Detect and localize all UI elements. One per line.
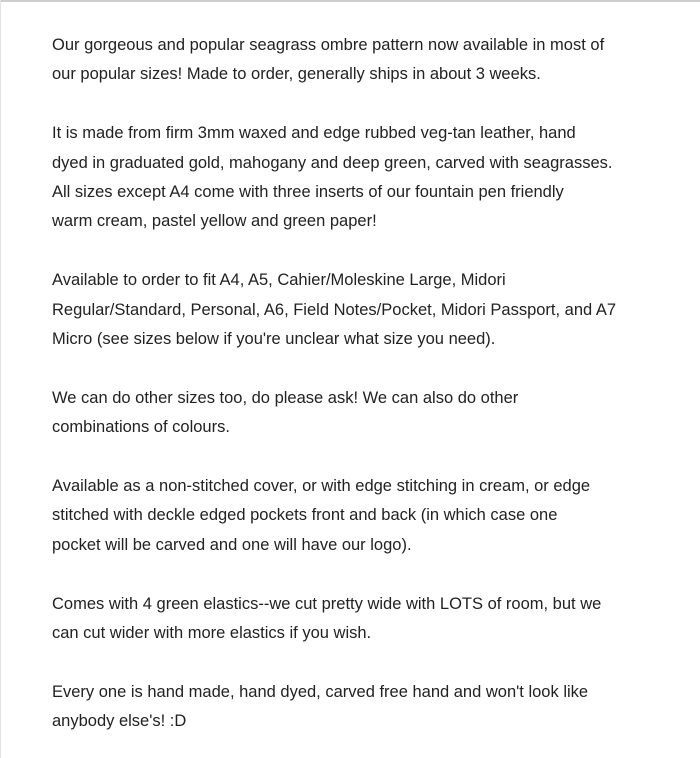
description-paragraph-elastics: Comes with 4 green elastics--we cut pretty wide with LOTS of room, but we can cut wider with more elastics if you wish. bbox=[52, 594, 602, 643]
product-description bbox=[52, 31, 672, 737]
description-paragraph-sizes: Available to order to fit A4, A5, Cahier/Moleskine Large, Midori Regular/Standard, Personal, A6, Field Notes/Pocket, Midori Passport, and A7 Micro (see sizes below if you're unclear what size you need). bbox=[52, 271, 617, 349]
description-paragraph-intro: Our gorgeous and popular seagrass ombre pattern now available in most of our popular sizes! Made to order, generally ships in about 3 weeks. bbox=[52, 36, 605, 84]
description-paragraph-handmade: Every one is hand made, hand dyed, carved free hand and won't look like anybody else's! :D bbox=[52, 682, 589, 731]
description-paragraph-materials: It is made from firm 3mm waxed and edge rubbed veg-tan leather, hand dyed in graduated gold, mahogany and deep green, carved with seagrasses. All sizes except A4 come with three inserts of our fountain pen friendly warm cream, pastel yellow and green paper! bbox=[52, 124, 613, 231]
left-border bbox=[0, 0, 1, 758]
top-border bbox=[0, 0, 700, 2]
description-paragraph-stitching: Available as a non-stitched cover, or with edge stitching in cream, or edge stitched with deckle edged pockets front and back (in which case one pocket will be carved and one will have our logo). bbox=[52, 477, 591, 554]
description-paragraph-custom: We can do other sizes too, do please ask! We can also do other combinations of colours. bbox=[52, 388, 519, 437]
